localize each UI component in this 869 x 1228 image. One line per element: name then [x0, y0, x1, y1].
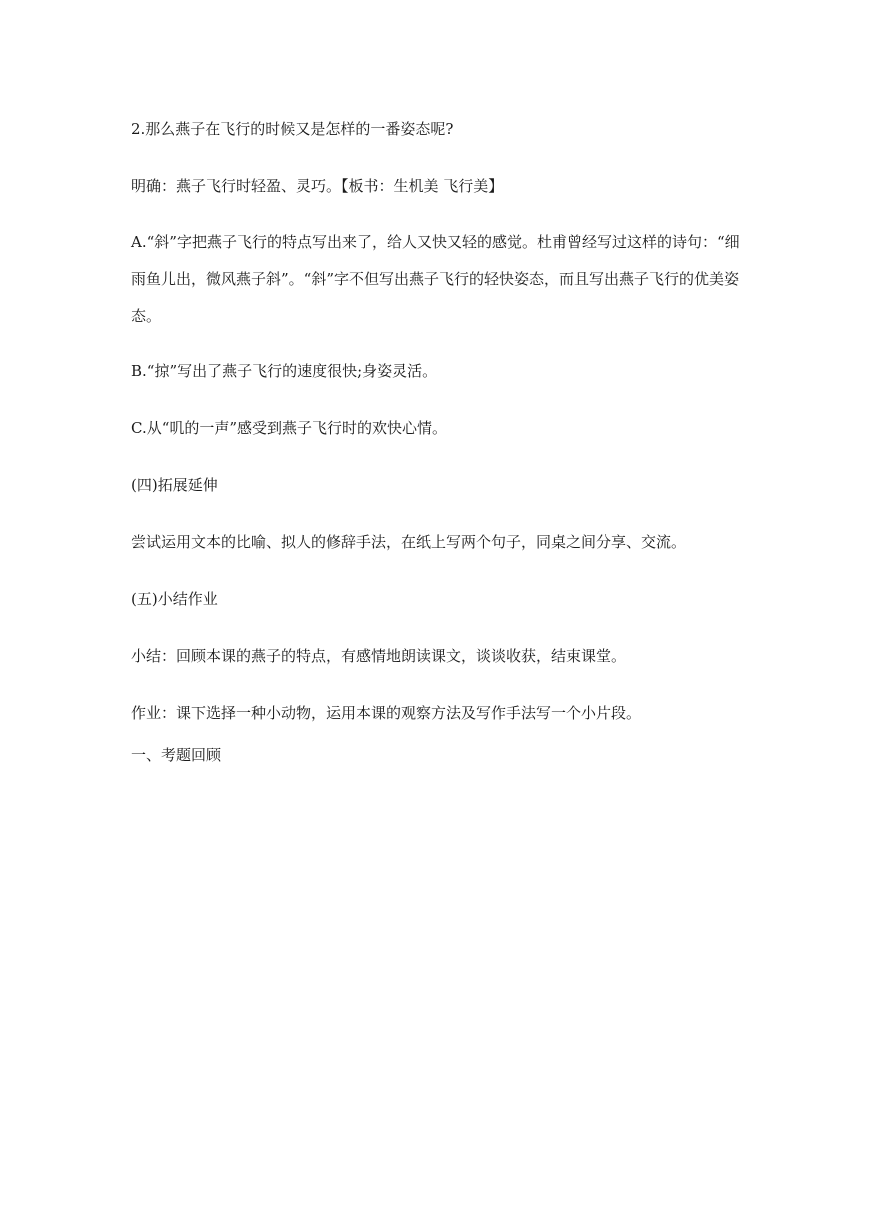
- review-heading: 一、考题回顾: [131, 746, 222, 764]
- item-a-paragraph: A.“斜”字把燕子飞行的特点写出来了，给人又快又轻的感觉。杜甫曾经写过这样的诗句：“细雨鱼儿出，微风燕子斜”。“斜”字不但写出燕子飞行的轻快姿态，而且写出燕子飞行的优美姿态。: [131, 233, 740, 325]
- section-4-heading: (四)拓展延伸: [131, 476, 218, 494]
- section-5-heading: (五)小结作业: [131, 590, 218, 608]
- item-c: C.从“叽的一声”感受到燕子飞行时的欢快心情。: [131, 419, 448, 437]
- summary-text: 小结：回顾本课的燕子的特点，有感情地朗读课文，谈谈收获，结束课堂。: [131, 647, 627, 665]
- item-b: B.“掠”写出了燕子飞行的速度很快;身姿灵活。: [131, 362, 438, 380]
- question-2: 2.那么燕子在飞行的时候又是怎样的一番姿态呢?: [131, 120, 454, 138]
- clarify-text: 明确：燕子飞行时轻盈、灵巧。【板书：生机美 飞行美】: [131, 177, 504, 195]
- extension-text: 尝试运用文本的比喻、拟人的修辞手法，在纸上写两个句子，同桌之间分享、交流。: [131, 533, 687, 551]
- homework-text: 作业：课下选择一种小动物，运用本课的观察方法及写作手法写一个小片段。: [131, 704, 642, 722]
